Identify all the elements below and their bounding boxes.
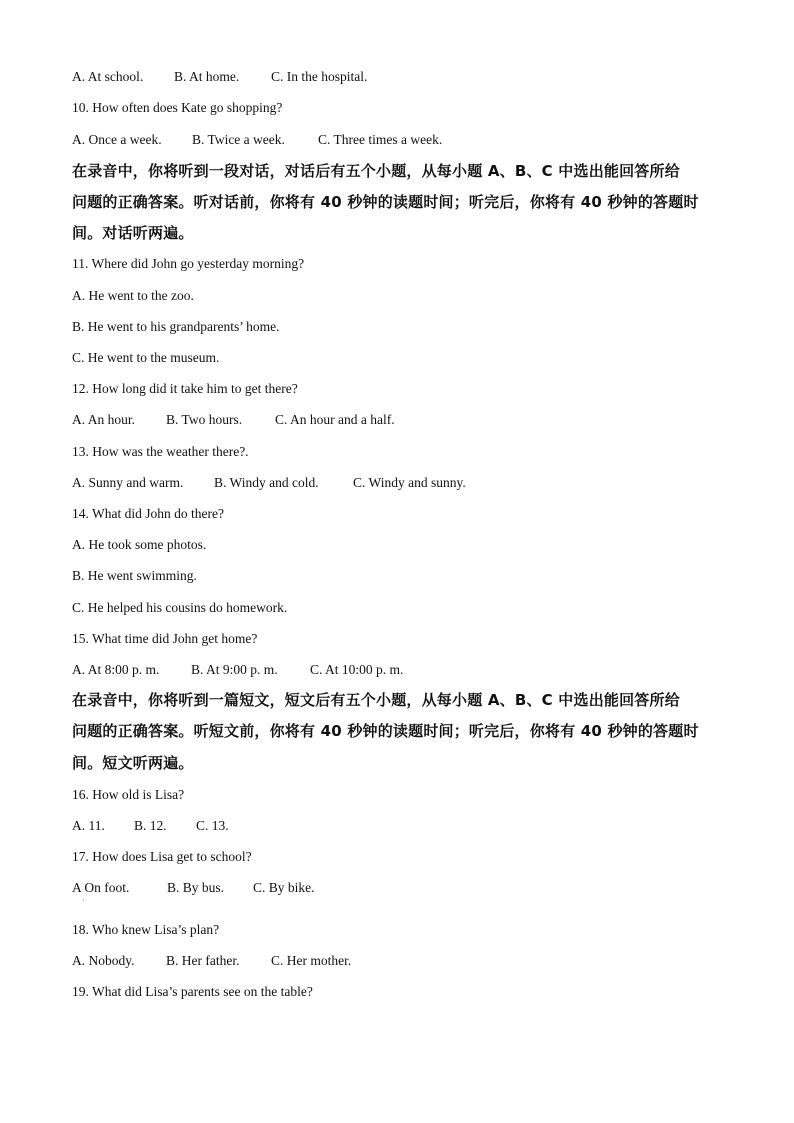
instruction-1-line-1: 在录音中，你将听到一段对话，对话后有五个小题，从每小题 A、B、C 中选出能回答所给	[72, 162, 680, 180]
stray-mark: ·	[82, 896, 85, 905]
instruction-1-line-3: 间。对话听两遍。	[72, 224, 194, 242]
option-c: C. At 10:00 p. m.	[310, 662, 404, 677]
option-c: C. 13.	[196, 818, 229, 833]
option-a: A. At 8:00 p. m.	[72, 662, 160, 677]
option-14-c: C. He helped his cousins do homework.	[72, 600, 288, 615]
question-13: 13. How was the weather there?.	[72, 444, 249, 459]
option-a: A. Sunny and warm.	[72, 475, 184, 490]
option-c: C. In the hospital.	[271, 69, 368, 84]
question-16: 16. How old is Lisa?	[72, 787, 185, 802]
question-17: 17. How does Lisa get to school?	[72, 849, 252, 864]
option-a: A. Nobody.	[72, 953, 135, 968]
instruction-2-line-2: 问题的正确答案。听短文前，你将有 40 秒钟的读题时间；听完后，你将有 40 秒钟的答题时	[72, 722, 699, 740]
option-14-b: B. He went swimming.	[72, 568, 197, 583]
option-14-a: A. He took some photos.	[72, 537, 207, 552]
option-11-a: A. He went to the zoo.	[72, 288, 194, 303]
question-11: 11. Where did John go yesterday morning?	[72, 256, 305, 271]
option-b: B. At 9:00 p. m.	[191, 662, 278, 677]
instruction-2-line-3: 间。短文听两遍。	[72, 754, 194, 772]
option-b: B. Windy and cold.	[214, 475, 319, 490]
option-a: A On foot.	[72, 880, 130, 895]
instruction-2-line-1: 在录音中，你将听到一篇短文，短文后有五个小题，从每小题 A、B、C 中选出能回答所给	[72, 691, 680, 709]
option-b: B. By bus.	[167, 880, 225, 895]
option-c: C. Her mother.	[271, 953, 352, 968]
question-10: 10. How often does Kate go shopping?	[72, 100, 283, 115]
option-b: B. At home.	[174, 69, 240, 84]
option-11-b: B. He went to his grandparents’ home.	[72, 319, 280, 334]
option-c: C. An hour and a half.	[275, 412, 395, 427]
option-11-c: C. He went to the museum.	[72, 350, 220, 365]
option-c: C. Three times a week.	[318, 132, 443, 147]
option-a: A. At school.	[72, 69, 144, 84]
option-b: B. Twice a week.	[192, 132, 285, 147]
option-c: C. Windy and sunny.	[353, 475, 466, 490]
question-12: 12. How long did it take him to get there?	[72, 381, 298, 396]
question-15: 15. What time did John get home?	[72, 631, 258, 646]
instruction-1-line-2: 问题的正确答案。听对话前，你将有 40 秒钟的读题时间；听完后，你将有 40 秒钟的答题时	[72, 193, 699, 211]
question-19: 19. What did Lisa’s parents see on the table?	[72, 984, 313, 999]
question-18: 18. Who knew Lisa’s plan?	[72, 922, 220, 937]
option-a: A. An hour.	[72, 412, 136, 427]
option-b: B. Two hours.	[166, 412, 243, 427]
question-14: 14. What did John do there?	[72, 506, 224, 521]
option-a: A. 11.	[72, 818, 105, 833]
option-b: B. Her father.	[166, 953, 240, 968]
option-a: A. Once a week.	[72, 132, 162, 147]
option-b: B. 12.	[134, 818, 167, 833]
option-c: C. By bike.	[253, 880, 315, 895]
